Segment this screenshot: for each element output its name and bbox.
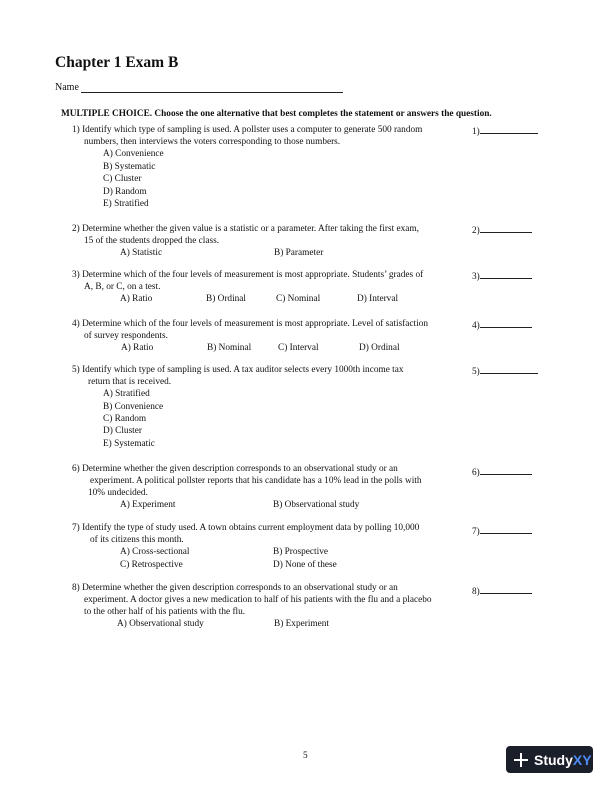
question-3-option-c[interactable]: C) Nominal: [276, 294, 321, 304]
answer-blank[interactable]: [480, 524, 532, 534]
question-5-option-e[interactable]: E) Systematic: [103, 439, 155, 449]
question-3-option-a[interactable]: A) Ratio: [120, 294, 153, 304]
answer-number: 4): [472, 321, 480, 331]
question-1-option-a[interactable]: A) Convenience: [103, 149, 164, 159]
question-6-line-3: 10% undecided.: [88, 488, 148, 498]
question-4-option-b[interactable]: B) Nominal: [207, 343, 252, 353]
answer-number: 1): [472, 127, 480, 137]
answer-blank[interactable]: [480, 318, 532, 328]
question-5-option-d[interactable]: D) Cluster: [103, 426, 142, 436]
studyxy-badge[interactable]: [506, 746, 593, 773]
question-4-option-c[interactable]: C) Interval: [278, 343, 319, 353]
answer-number: 8): [472, 587, 480, 597]
answer-number: 7): [472, 527, 480, 537]
question-4-option-d[interactable]: D) Ordinal: [359, 343, 400, 353]
question-1-option-c[interactable]: C) Cluster: [103, 174, 142, 184]
question-2-line-1: 2) Determine whether the given value is a statistic or a parameter. After taking the first exam,: [72, 224, 419, 234]
question-7-option-a[interactable]: A) Cross-sectional: [120, 547, 190, 557]
question-5-line-2: return that is received.: [88, 377, 172, 387]
answer-blank[interactable]: [480, 269, 532, 279]
section-instructions: MULTIPLE CHOICE. Choose the one alternative that best completes the statement or answers the question.: [61, 109, 492, 119]
answer-number: 2): [472, 226, 480, 236]
answer-slot-5[interactable]: [472, 364, 538, 377]
answer-blank[interactable]: [480, 223, 532, 233]
question-7-option-d[interactable]: D) None of these: [273, 560, 337, 570]
answer-number: 6): [472, 468, 480, 478]
name-field-line[interactable]: [81, 92, 343, 93]
question-2-line-2: 15 of the students dropped the class.: [84, 236, 220, 246]
question-4-line-2: of survey respondents.: [84, 331, 168, 341]
answer-slot-1[interactable]: [472, 124, 538, 137]
question-3-line-1: 3) Determine which of the four levels of measurement is most appropriate. Students’ grades of: [72, 270, 424, 280]
answer-slot-8[interactable]: [472, 584, 532, 597]
question-7-line-2: of its citizens this month.: [90, 535, 184, 545]
answer-slot-3[interactable]: [472, 269, 532, 282]
question-6-option-a[interactable]: A) Experiment: [120, 500, 176, 510]
answer-number: 3): [472, 272, 480, 282]
question-2-option-a[interactable]: A) Statistic: [120, 248, 163, 258]
question-4-line-1: 4) Determine which of the four levels of measurement is most appropriate. Level of satisfaction: [72, 319, 429, 329]
answer-slot-6[interactable]: [472, 465, 532, 478]
question-1-option-d[interactable]: D) Random: [103, 187, 147, 197]
question-6-option-b[interactable]: B) Observational study: [273, 500, 360, 510]
question-5-option-a[interactable]: A) Stratified: [103, 389, 150, 399]
question-2-option-b[interactable]: B) Parameter: [274, 248, 324, 258]
page-number: 5: [303, 751, 308, 761]
question-8-line-2: experiment. A doctor gives a new medication to half of his patients with the flu and a placebo: [84, 595, 432, 605]
question-3-line-2: A, B, or C, on a test.: [84, 282, 161, 292]
question-8-line-3: to the other half of his patients with the flu.: [84, 607, 246, 617]
answer-blank[interactable]: [480, 124, 538, 134]
answer-blank[interactable]: [480, 465, 532, 475]
question-1-option-b[interactable]: B) Systematic: [103, 162, 156, 172]
question-5-line-1: 5) Identify which type of sampling is used. A tax auditor selects every 1000th income tax: [72, 365, 404, 375]
answer-number: 5): [472, 367, 480, 377]
question-3-option-d[interactable]: D) Interval: [357, 294, 399, 304]
answer-blank[interactable]: [480, 584, 532, 594]
question-7-option-c[interactable]: C) Retrospective: [120, 560, 183, 570]
question-1-line-2: numbers, then interviews the voters corresponding to those numbers.: [84, 137, 341, 147]
plus-icon: [514, 753, 528, 767]
question-8-option-b[interactable]: B) Experiment: [274, 619, 329, 629]
question-6-line-1: 6) Determine whether the given description corresponds to an observational study or an: [72, 464, 398, 474]
question-7-option-b[interactable]: B) Prospective: [273, 547, 328, 557]
answer-blank[interactable]: [480, 364, 538, 374]
answer-slot-4[interactable]: [472, 318, 532, 331]
question-7-line-1: 7) Identify the type of study used. A town obtains current employment data by polling 10,000: [72, 523, 420, 533]
question-4-option-a[interactable]: A) Ratio: [121, 343, 154, 353]
brand-study: Study: [534, 751, 573, 768]
question-1-option-e[interactable]: E) Stratified: [103, 199, 149, 209]
brand-xy: XY: [572, 751, 592, 768]
question-3-option-b[interactable]: B) Ordinal: [206, 294, 247, 304]
question-5-option-b[interactable]: B) Convenience: [103, 402, 164, 412]
name-label: Name: [55, 82, 79, 93]
page-title: Chapter 1 Exam B: [55, 54, 179, 71]
question-8-option-a[interactable]: A) Observational study: [117, 619, 204, 629]
question-8-line-1: 8) Determine whether the given description corresponds to an observational study or an: [72, 583, 398, 593]
answer-slot-2[interactable]: [472, 223, 532, 236]
answer-slot-7[interactable]: [472, 524, 532, 537]
question-5-option-c[interactable]: C) Random: [103, 414, 147, 424]
question-6-line-2: experiment. A political pollster reports that his candidate has a 10% lead in the polls with: [90, 476, 422, 486]
question-1-line-1: 1) Identify which type of sampling is used. A pollster uses a computer to generate 500 random: [72, 125, 423, 135]
